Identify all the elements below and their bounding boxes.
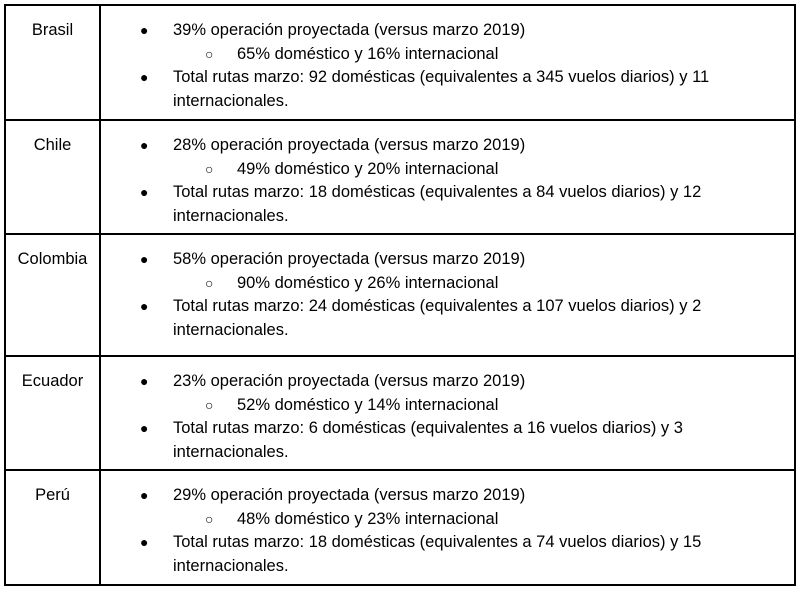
filled-bullet-icon: ● xyxy=(140,69,149,85)
projected-operation-text: 58% operación proyectada (versus marzo 2019) xyxy=(173,250,526,268)
bullet-item xyxy=(101,134,794,158)
filled-bullet-icon: ● xyxy=(140,373,149,389)
routes-text: Total rutas marzo: 24 domésticas (equivalentes a 107 vuelos diarios) y 2 xyxy=(173,297,702,315)
routes-text-continuation: internacionales. xyxy=(173,91,289,110)
bullet-item xyxy=(101,370,794,394)
sub-bullet-item xyxy=(101,394,794,418)
sub-bullet-item xyxy=(101,272,794,296)
country-cell: Colombia xyxy=(6,235,101,355)
routes-text-continuation: internacionales. xyxy=(173,556,289,575)
split-text: 52% doméstico y 14% internacional xyxy=(237,395,499,414)
routes-text: Total rutas marzo: 6 domésticas (equivalentes a 16 vuelos diarios) y 3 xyxy=(173,419,683,437)
filled-bullet-icon: ● xyxy=(140,22,149,38)
bullet-item xyxy=(101,19,794,43)
split-text: 65% doméstico y 16% internacional xyxy=(237,44,499,63)
table-row xyxy=(6,235,794,357)
filled-bullet-icon: ● xyxy=(140,298,149,314)
routes-text-continuation: internacionales. xyxy=(173,442,289,461)
sub-bullet-item xyxy=(101,158,794,182)
filled-bullet-icon: ● xyxy=(140,534,149,550)
table-row xyxy=(6,471,794,586)
hollow-bullet-icon: ○ xyxy=(205,45,214,62)
bullet-item xyxy=(101,66,794,90)
routes-text-continuation: internacionales. xyxy=(173,320,289,339)
country-operations-table xyxy=(4,4,796,586)
split-text: 90% doméstico y 26% internacional xyxy=(237,273,499,292)
hollow-bullet-icon: ○ xyxy=(205,510,214,527)
bullet-item xyxy=(101,248,794,272)
bullet-item xyxy=(101,417,794,441)
projected-operation-text: 29% operación proyectada (versus marzo 2019) xyxy=(173,486,526,504)
routes-text: Total rutas marzo: 18 domésticas (equivalentes a 74 vuelos diarios) y 15 xyxy=(173,533,702,551)
details-cell xyxy=(101,6,794,119)
sub-bullet-item xyxy=(101,508,794,532)
details-cell xyxy=(101,235,794,355)
hollow-bullet-icon: ○ xyxy=(205,396,214,413)
details-cell xyxy=(101,357,794,469)
bullet-item xyxy=(101,484,794,508)
table-row xyxy=(6,357,794,471)
routes-text: Total rutas marzo: 92 domésticas (equivalentes a 345 vuelos diarios) y 11 xyxy=(173,68,710,86)
details-cell xyxy=(101,121,794,233)
routes-text-continuation: internacionales. xyxy=(173,206,289,225)
filled-bullet-icon: ● xyxy=(140,487,149,503)
projected-operation-text: 39% operación proyectada (versus marzo 2019) xyxy=(173,21,526,39)
filled-bullet-icon: ● xyxy=(140,251,149,267)
details-cell xyxy=(101,471,794,584)
country-cell: Brasil xyxy=(6,6,101,119)
bullet-item xyxy=(101,295,794,319)
routes-text: Total rutas marzo: 18 domésticas (equivalentes a 84 vuelos diarios) y 12 xyxy=(173,183,702,201)
hollow-bullet-icon: ○ xyxy=(205,274,214,291)
country-cell: Chile xyxy=(6,121,101,233)
sub-bullet-item xyxy=(101,43,794,67)
projected-operation-text: 28% operación proyectada (versus marzo 2019) xyxy=(173,136,526,154)
split-text: 49% doméstico y 20% internacional xyxy=(237,159,499,178)
bullet-item xyxy=(101,181,794,205)
country-cell: Perú xyxy=(6,471,101,584)
hollow-bullet-icon: ○ xyxy=(205,160,214,177)
country-cell: Ecuador xyxy=(6,357,101,469)
table-row xyxy=(6,121,794,235)
filled-bullet-icon: ● xyxy=(140,137,149,153)
split-text: 48% doméstico y 23% internacional xyxy=(237,509,499,528)
projected-operation-text: 23% operación proyectada (versus marzo 2019) xyxy=(173,372,526,390)
filled-bullet-icon: ● xyxy=(140,420,149,436)
table-row xyxy=(6,6,794,121)
filled-bullet-icon: ● xyxy=(140,184,149,200)
bullet-item xyxy=(101,531,794,555)
